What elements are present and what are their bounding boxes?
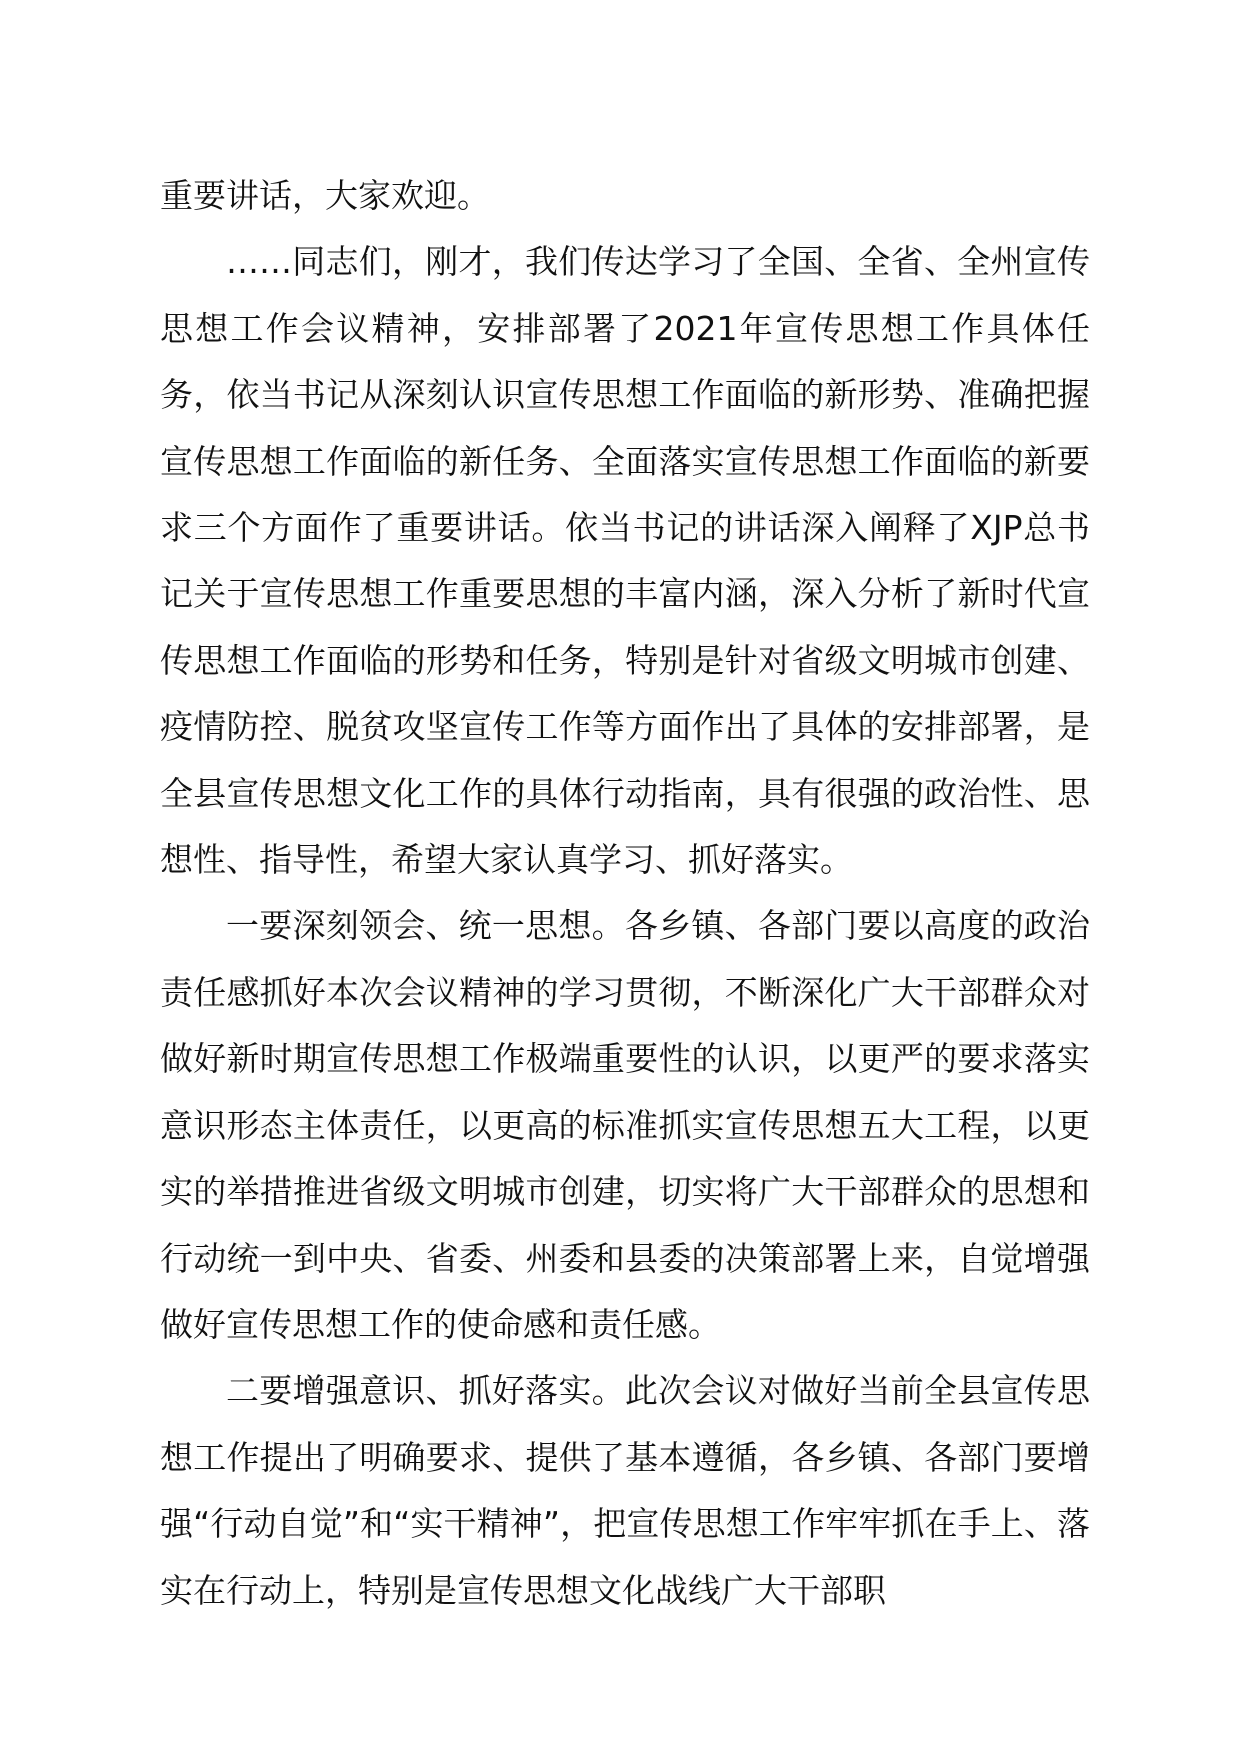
paragraph-point-one: 一要深刻领会、统一思想。各乡镇、各部门要以高度的政治责任感抓好本次会议精神的学习贯彻，不断深化广大干部群众对做好新时期宣传思想工作极端重要性的认识，以更严的要求落实意识形态主体责任，以更高的标准抓实宣传思想五大工程，以更实的举措推进省级文明城市创建，切实将广大干部群众的思想和行动统一到中央、省委、州委和县委的决策部署上来，自觉增强做好宣传思想工作的使命感和责任感。 bbox=[160, 906, 1090, 1344]
document-body bbox=[160, 163, 1090, 1624]
paragraph-point-two: 二要增强意识、抓好落实。此次会议对做好当前全县宣传思想工作提出了明确要求、提供了基本遵循，各乡镇、各部门要增强“行动自觉”和“实干精神”，把宣传思想工作牢牢抓在手上、落实在行动上，特别是宣传思想文化战线广大干部职 bbox=[160, 1371, 1090, 1610]
paragraph-continuation: 重要讲话，大家欢迎。 bbox=[160, 176, 490, 215]
paragraph-meeting-summary: ……同志们，刚才，我们传达学习了全国、全省、全州宣传思想工作会议精神，安排部署了2021年宣传思想工作具体任务，依当书记从深刻认识宣传思想工作面临的新形势、准确把握宣传思想工作面临的新任务、全面落实宣传思想工作面临的新要求三个方面作了重要讲话。依当书记的讲话深入阐释了XJP总书记关于宣传思想工作重要思想的丰富内涵，深入分析了新时代宣传思想工作面临的形势和任务，特别是针对省级文明城市创建、疫情防控、脱贫攻坚宣传工作等方面作出了具体的安排部署，是全县宣传思想文化工作的具体行动指南，具有很强的政治性、思想性、指导性，希望大家认真学习、抓好落实。 bbox=[160, 242, 1090, 880]
